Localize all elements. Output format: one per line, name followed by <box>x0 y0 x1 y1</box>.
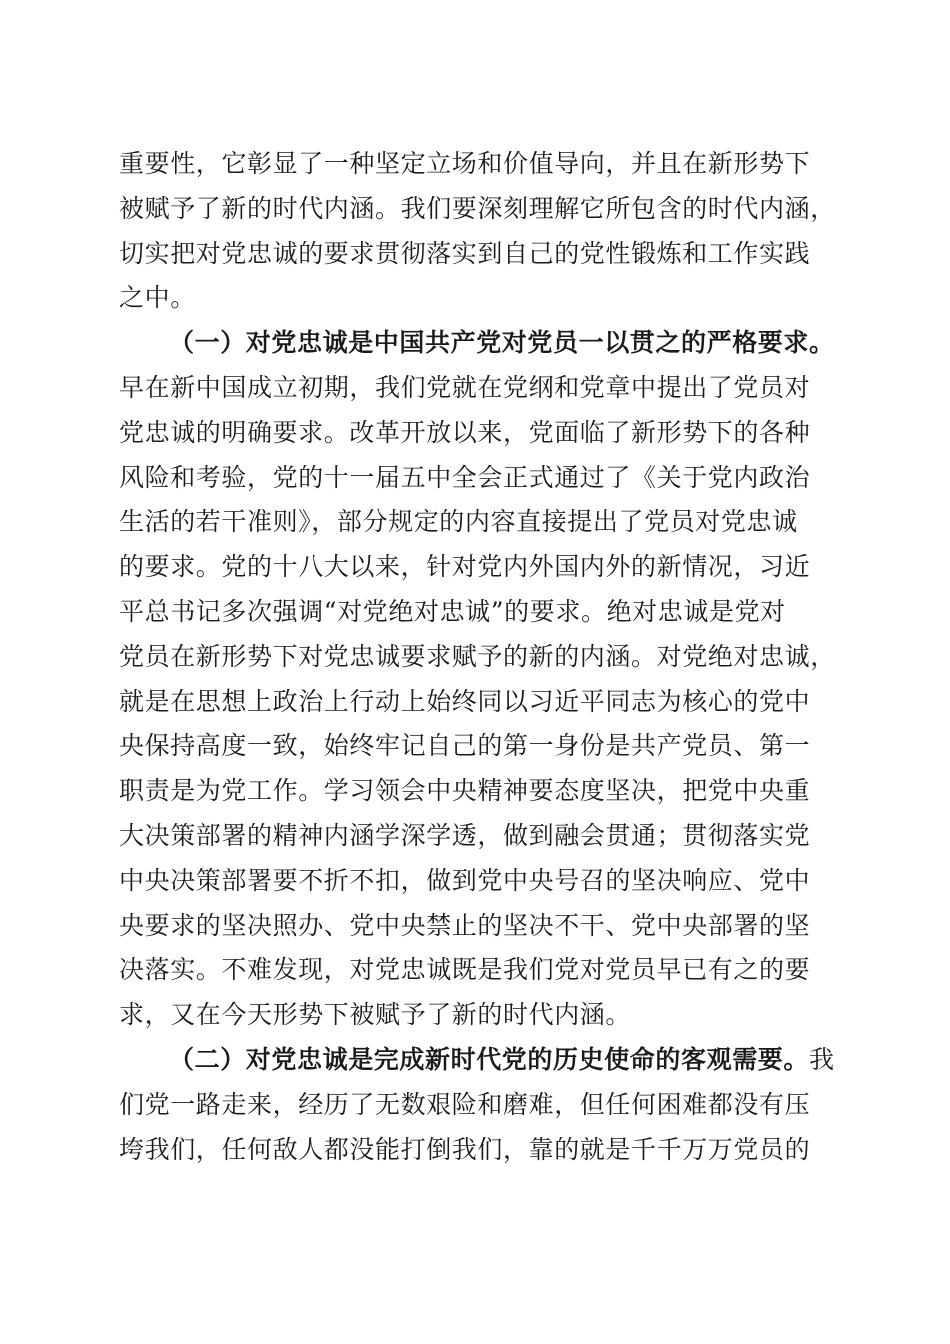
text-line: 央要求的坚决照办、党中央禁止的坚决不干、党中央部署的坚 <box>119 910 811 940</box>
section-1-heading: （一）对党忠诚是中国共产党对党员一以贯之的严格要求。 <box>169 328 835 358</box>
text-line: 大决策部署的精神内涵学深学透，做到融会贯通；贯彻落实党 <box>119 820 811 850</box>
text-line: 早在新中国成立初期，我们党就在党纲和党章中提出了党员对 <box>119 372 811 402</box>
section-2-heading-tail: 我 <box>809 1044 835 1074</box>
paragraph-section-2 <box>119 1038 835 1172</box>
text-line: 们党一路走来，经历了无数艰险和磨难，但任何困难都没有压 <box>119 1089 811 1119</box>
text-line: 之中。 <box>119 283 196 313</box>
text-line: 党员在新形势下对党忠诚要求赋予的新的内涵。对党绝对忠诚， <box>119 641 836 671</box>
text-line: 垮我们，任何敌人都没能打倒我们，靠的就是千千万万党员的 <box>119 1134 811 1164</box>
section-2-heading-line <box>119 1038 835 1083</box>
text-line: 切实把对党忠诚的要求贯彻落实到自己的党性锻炼和工作实践 <box>119 238 811 268</box>
text-line: 职责是为党工作。学习领会中央精神要态度坚决，把党中央重 <box>119 776 811 806</box>
text-line: 中央决策部署要不折不扣，做到党中央号召的坚决响应、党中 <box>119 865 811 895</box>
text-line: 的要求。党的十八大以来，针对党内外国内外的新情况，习近 <box>119 552 811 582</box>
text-line: 平总书记多次强调“对党绝对忠诚”的要求。绝对忠诚是党对 <box>119 596 786 626</box>
text-line: 求，又在今天形势下被赋予了新的时代内涵。 <box>119 1000 632 1030</box>
paragraph-intro-continuation <box>119 142 836 321</box>
paragraph-section-1 <box>119 321 836 1038</box>
text-line: 党忠诚的明确要求。改革开放以来，党面临了新形势下的各种 <box>119 417 811 447</box>
text-line: 生活的若干准则》，部分规定的内容直接提出了党员对党忠诚 <box>119 507 798 537</box>
text-line: 决落实。不难发现，对党忠诚既是我们党对党员早已有之的要 <box>119 955 811 985</box>
text-line: 重要性，它彰显了一种坚定立场和价值导向，并且在新形势下 <box>119 149 811 178</box>
text-line: 就是在思想上政治上行动上始终同以习近平同志为核心的党中 <box>119 686 811 716</box>
text-line: 被赋予了新的时代内涵。我们要深刻理解它所包含的时代内涵， <box>119 193 836 223</box>
section-1-heading-line <box>119 321 835 366</box>
text-line: 央保持高度一致，始终牢记自己的第一身份是共产党员、第一 <box>119 731 811 761</box>
text-line: 风险和考验，党的十一届五中全会正式通过了《关于党内政治 <box>119 462 811 492</box>
document-body <box>119 142 836 1172</box>
section-2-heading: （二）对党忠诚是完成新时代党的历史使命的客观需要。 <box>169 1044 810 1074</box>
